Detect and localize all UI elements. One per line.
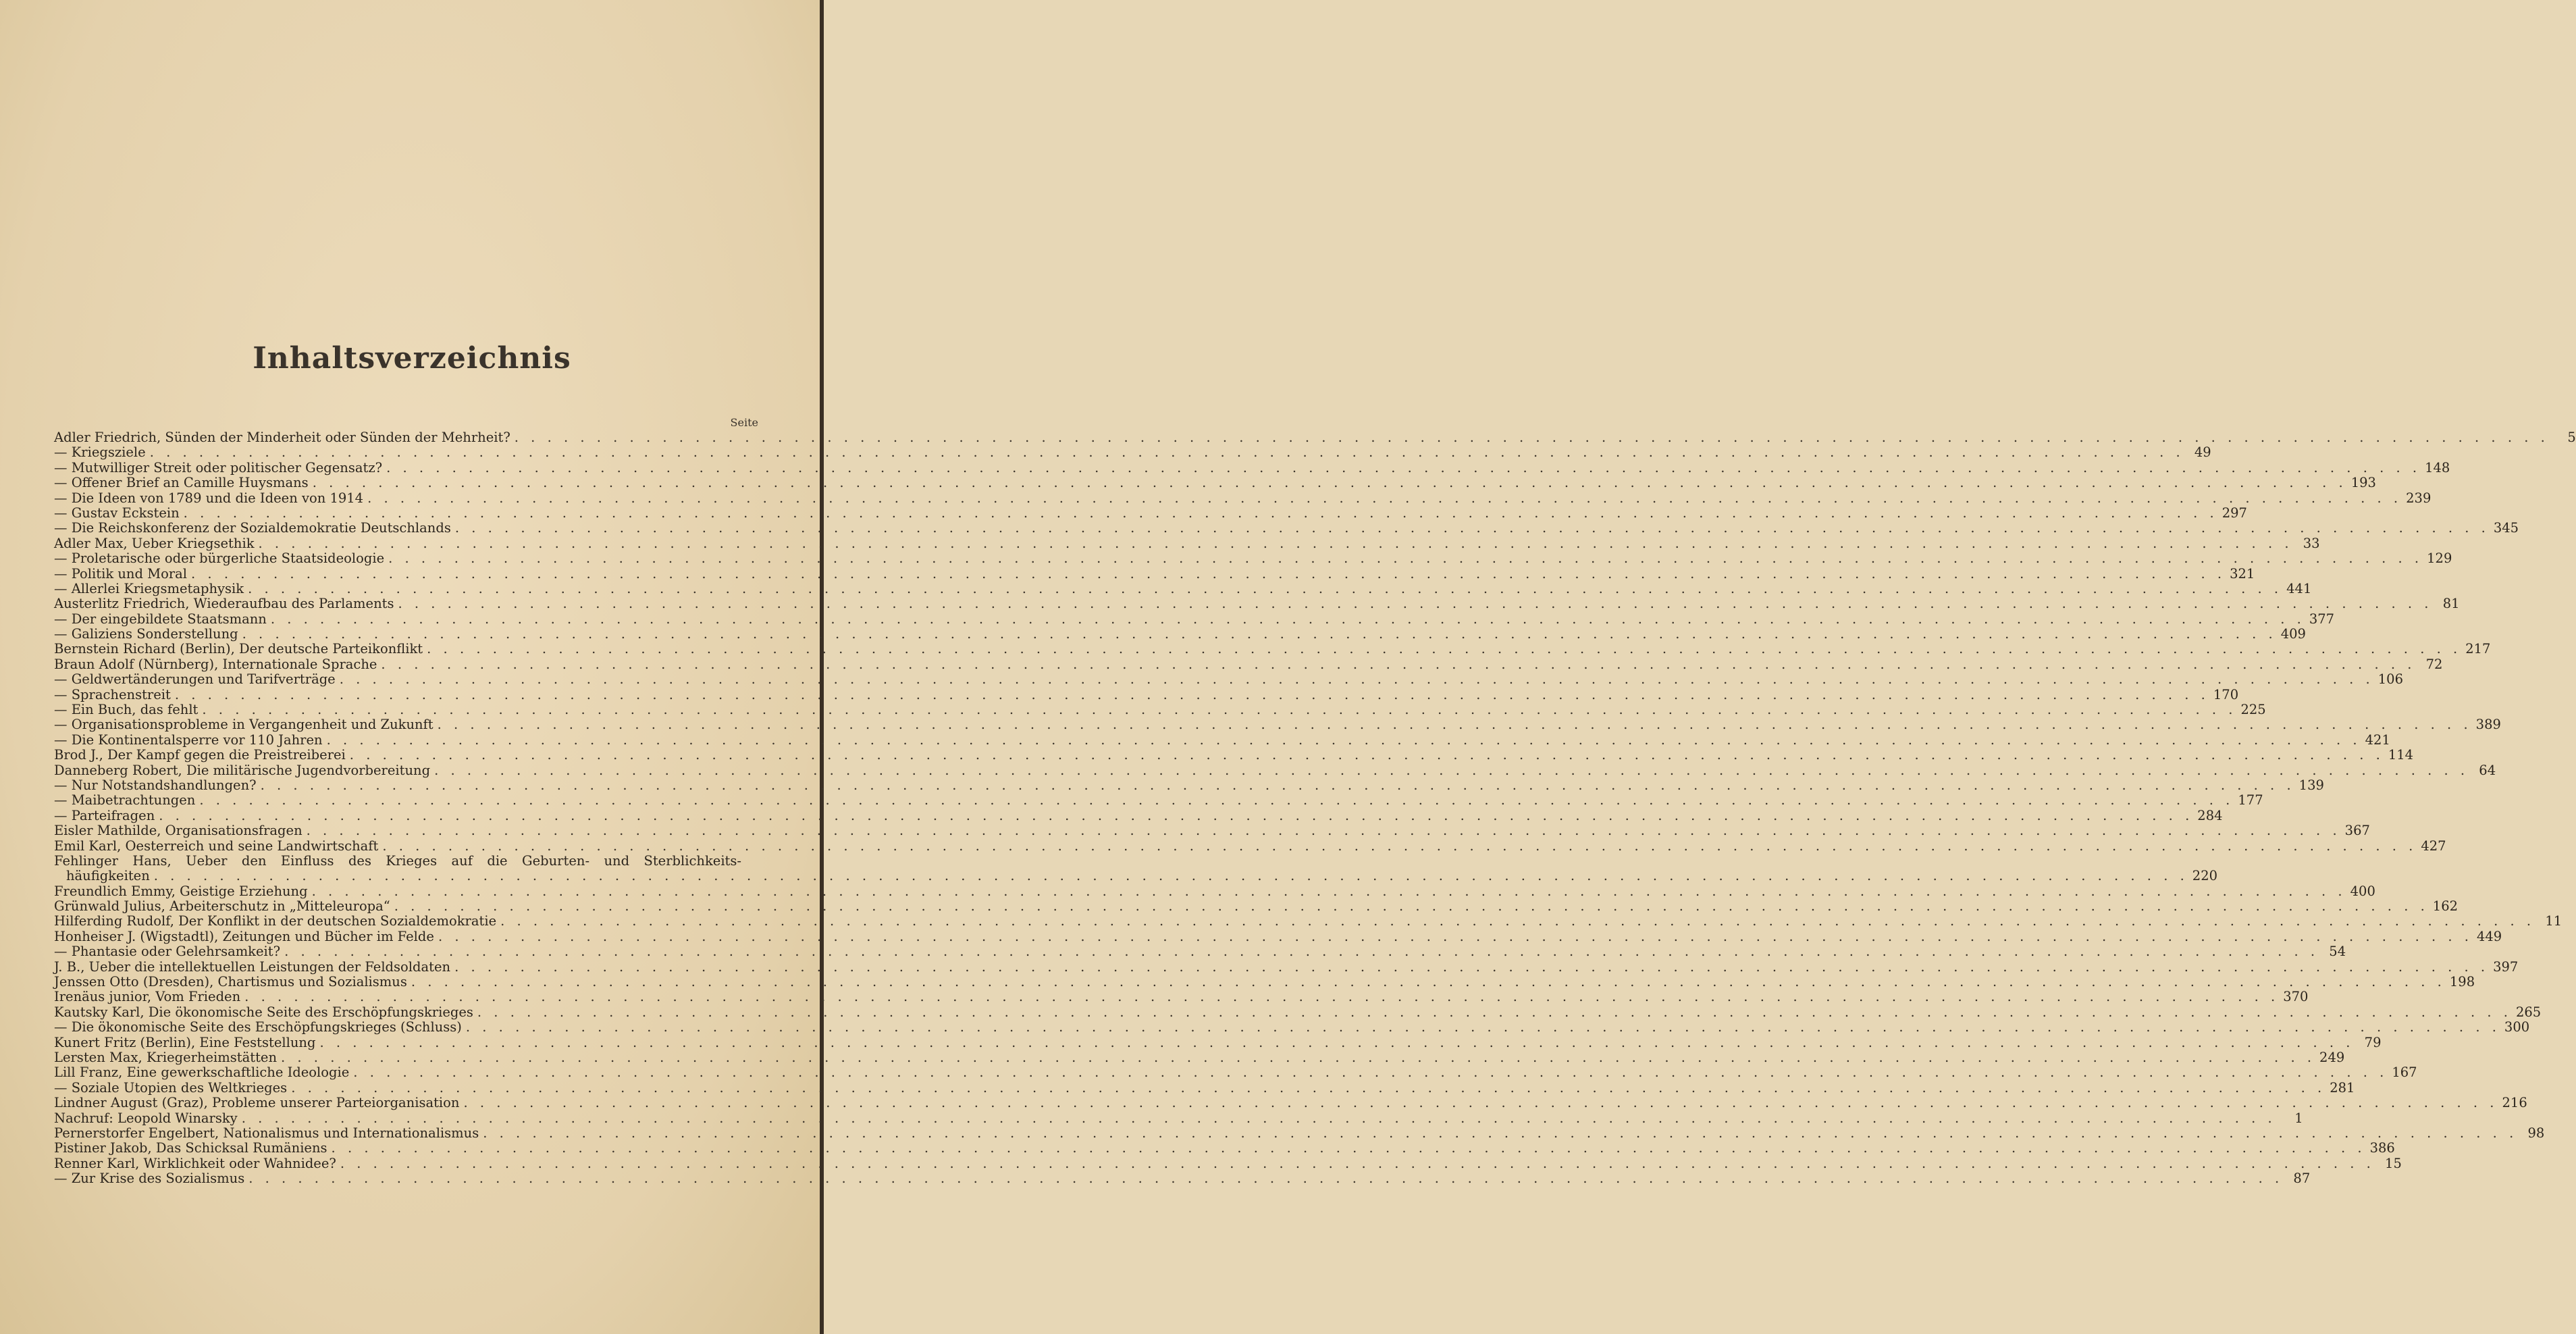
toc-entry-continuation	[54, 868, 2218, 884]
toc-entry-text: Lill Franz, Eine gewerkschaftliche Ideologie	[54, 1064, 350, 1081]
toc-entry	[54, 702, 2266, 718]
toc-entry	[54, 883, 2375, 899]
toc-entry-text: Kunert Fritz (Berlin), Eine Feststellung	[54, 1034, 316, 1050]
toc-entry	[54, 792, 2263, 809]
toc-entry-text: — Kriegsziele	[54, 444, 146, 461]
leader-dots	[187, 567, 2230, 582]
toc-page-number: 216	[2502, 1095, 2527, 1111]
toc-entry-text: Fehlinger Hans, Ueber den Einfluss des Krieges auf die Geburten- und Sterblichkeits-	[54, 852, 741, 869]
toc-entry	[54, 1019, 2530, 1035]
toc-entry	[54, 1125, 2545, 1141]
toc-page-number: 167	[2392, 1064, 2417, 1081]
toc-entry-text: Renner Karl, Wirklichkeit oder Wahnidee?	[54, 1155, 336, 1171]
toc-entry-text: — Die ökonomische Seite des Erschöpfungskrieges (Schluss)	[54, 1019, 462, 1035]
leader-dots	[180, 506, 2222, 521]
leader-dots	[433, 717, 2476, 732]
leader-dots	[336, 1156, 2379, 1171]
toc-entry	[54, 641, 2491, 657]
toc-entry-text: — Allerlei Kriegsmetaphysik	[54, 580, 244, 596]
toc-entry-text: Lersten Max, Kriegerheimstätten	[54, 1050, 278, 1065]
toc-page-number: 345	[2493, 520, 2519, 536]
toc-entry	[54, 429, 2576, 445]
leader-dots	[240, 990, 2283, 1004]
leader-dots	[496, 914, 2539, 929]
toc-entry	[54, 505, 2247, 521]
toc-page-number: 249	[2319, 1050, 2345, 1065]
toc-page-number: 367	[2344, 823, 2370, 839]
leader-dots	[255, 536, 2297, 551]
toc-entry	[54, 490, 2432, 506]
leader-dots	[510, 430, 2553, 445]
toc-entry-text: — Phantasie oder Gelehrsamkeit?	[54, 944, 281, 960]
toc-entry-text: Austerlitz Friedrich, Wiederaufbau des Parlaments	[54, 596, 394, 612]
page-title: Inhaltsverzeichnis	[253, 341, 571, 376]
leader-dots	[394, 596, 2436, 611]
leader-dots	[430, 763, 2473, 778]
toc-entry-text: J. B., Ueber die intellektuellen Leistungen der Feldsoldaten	[54, 958, 451, 975]
toc-entry	[54, 838, 2446, 854]
toc-entry	[54, 747, 2414, 763]
toc-page-number: 162	[2432, 898, 2459, 915]
toc-entry	[54, 1110, 2303, 1126]
toc-page-number: 33	[2303, 535, 2320, 551]
toc-entry	[54, 958, 2519, 975]
leader-dots	[244, 1171, 2287, 1186]
toc-entry-text: — Offener Brief an Camille Huysmans	[54, 475, 309, 491]
toc-entry-text: — Maibetrachtungen	[54, 792, 196, 809]
toc-entry	[54, 626, 2306, 642]
toc-entry-text: Irenäus junior, Vom Frieden	[54, 989, 241, 1005]
leader-dots	[407, 975, 2450, 990]
toc-entry-text: Pistiner Jakob, Das Schicksal Rumäniens	[54, 1140, 327, 1156]
leader-dots	[382, 461, 2425, 476]
leader-dots	[280, 944, 2323, 959]
toc-entry	[54, 732, 2390, 748]
toc-page-number: 64	[2479, 762, 2496, 778]
toc-entry-text: Kautsky Karl, Die ökonomische Seite des Erschöpfungskrieges	[54, 1004, 473, 1020]
toc-entry	[54, 1171, 2311, 1187]
toc-entry-text: — Gustav Eckstein	[54, 505, 180, 521]
leader-dots	[462, 1020, 2504, 1035]
leader-dots	[309, 476, 2351, 490]
leader-dots	[323, 733, 2365, 748]
leader-dots	[390, 899, 2433, 914]
toc-page-number: 421	[2365, 732, 2390, 748]
toc-page-number: 281	[2330, 1079, 2355, 1096]
toc-entry	[54, 1034, 2382, 1050]
toc-page-number: 225	[2240, 702, 2266, 718]
toc-page-number: 15	[2385, 1155, 2402, 1171]
toc-entry	[54, 596, 2460, 612]
toc-page-number: 400	[2350, 883, 2375, 899]
toc-entry-text: Honheiser J. (Wigstadtl), Zeitungen und Bücher im Felde	[54, 928, 434, 944]
toc-page-number: 265	[2515, 1004, 2542, 1020]
toc-page-number: 5	[2567, 429, 2576, 445]
toc-page-number: 441	[2286, 580, 2312, 596]
toc-page-number: 297	[2222, 505, 2247, 521]
toc-entry-text: Freundlich Emmy, Geistige Erziehung	[54, 883, 308, 899]
leader-dots	[238, 1111, 2280, 1126]
toc-page-number: 148	[2425, 459, 2450, 476]
toc-entry	[54, 1079, 2355, 1096]
toc-page-number: 386	[2369, 1140, 2395, 1156]
leader-dots	[150, 869, 2192, 883]
leader-dots	[479, 1126, 2521, 1141]
leader-dots	[451, 521, 2494, 536]
toc-entry-text: Nachruf: Leopold Winarsky	[54, 1110, 238, 1126]
toc-page-number: 79	[2364, 1034, 2382, 1050]
toc-entry-text: — Soziale Utopien des Weltkrieges	[54, 1079, 288, 1096]
toc-page-number: 106	[2377, 671, 2403, 688]
leader-dots	[195, 793, 2238, 808]
toc-entry	[54, 1004, 2542, 1020]
toc-entry	[54, 898, 2459, 915]
toc-entry-text: Emil Karl, Oesterreich und seine Landwirtschaft	[54, 838, 379, 854]
leader-dots	[363, 491, 2406, 506]
leader-dots	[155, 809, 2197, 823]
leader-dots	[459, 1096, 2502, 1110]
toc-entry-text: Grünwald Julius, Arbeiterschutz in „Mitteleuropa“	[54, 898, 390, 915]
toc-entry-text: Jenssen Otto (Dresden), Chartismus und Sozialismus	[54, 974, 407, 990]
toc-page-number: 49	[2194, 444, 2211, 461]
toc-page-number: 397	[2493, 958, 2519, 975]
toc-entry	[54, 580, 2312, 596]
toc-entry-text: — Mutwilliger Streit oder politischer Gegensatz?	[54, 459, 383, 476]
toc-entry	[54, 1140, 2395, 1156]
toc-page-number: 72	[2425, 656, 2443, 672]
toc-entry-text: — Die Kontinentalsperre vor 110 Jahren	[54, 732, 323, 748]
toc-entry	[54, 611, 2335, 627]
toc-page-number: 81	[2442, 596, 2460, 612]
toc-entry	[54, 1050, 2345, 1065]
toc-entry	[54, 535, 2320, 551]
toc-page-number: 177	[2238, 792, 2263, 809]
toc-entry	[54, 671, 2403, 688]
toc-entry	[54, 520, 2519, 536]
leader-dots	[377, 657, 2419, 672]
leader-dots	[473, 1005, 2516, 1020]
toc-entry	[54, 852, 2218, 884]
toc-entry-text: — Galiziens Sonderstellung	[54, 626, 238, 642]
toc-page-number: 11	[2545, 913, 2562, 929]
leader-dots	[346, 748, 2388, 763]
toc-page-number: 284	[2197, 807, 2223, 823]
leader-dots	[303, 823, 2345, 838]
leader-dots	[171, 688, 2213, 702]
leader-dots	[146, 445, 2188, 460]
toc-entry-text: Lindner August (Graz), Probleme unserer Parteiorganisation	[54, 1095, 460, 1111]
toc-entry-text: — Proletarische oder bürgerliche Staatsideologie	[54, 550, 385, 567]
page-column-label: Seite	[730, 416, 758, 429]
toc-page-number: 87	[2293, 1171, 2311, 1187]
leader-dots	[238, 627, 2281, 642]
toc-entry	[54, 459, 2450, 476]
toc-page-number: 377	[2309, 611, 2335, 627]
leader-dots	[287, 1081, 2330, 1096]
toc-entry-text: Danneberg Robert, Die militärische Jugendvorbereitung	[54, 762, 431, 778]
toc-entry-text: — Zur Krise des Sozialismus	[54, 1171, 245, 1187]
toc-entry-text: — Sprachenstreit	[54, 686, 171, 702]
table-of-contents	[54, 429, 2576, 1187]
toc-entry	[54, 944, 2346, 960]
toc-entry	[54, 974, 2475, 990]
toc-entry	[54, 913, 2562, 929]
toc-entry	[54, 1064, 2417, 1081]
leader-dots	[327, 1141, 2370, 1156]
toc-entry-text: Hilferding Rudolf, Der Konflikt in der deutschen Sozialdemokratie	[54, 913, 497, 929]
leader-dots	[423, 642, 2465, 657]
toc-entry	[54, 928, 2502, 944]
leader-dots	[308, 884, 2350, 899]
leader-dots	[434, 929, 2477, 944]
toc-page-number: 198	[2449, 974, 2475, 990]
toc-page-number: 193	[2350, 475, 2376, 491]
toc-page-number: 217	[2465, 641, 2491, 657]
toc-entry-text: — Nur Notstandshandlungen?	[54, 777, 257, 793]
toc-entry-text: Braun Adolf (Nürnberg), Internationale Sprache	[54, 656, 377, 672]
toc-page-number: 300	[2504, 1019, 2530, 1035]
toc-page-number: 114	[2388, 747, 2414, 763]
toc-page-number: 170	[2213, 686, 2239, 702]
leader-dots	[257, 778, 2299, 793]
toc-entry	[54, 1155, 2402, 1171]
leader-dots	[315, 1035, 2358, 1050]
toc-entry-text: Adler Max, Ueber Kriegsethik	[54, 535, 255, 551]
toc-entry-text: Bernstein Richard (Berlin), Der deutsche Parteikonflikt	[54, 641, 423, 657]
leader-dots	[349, 1065, 2392, 1080]
toc-page-number: 409	[2280, 626, 2306, 642]
toc-entry-text: Adler Friedrich, Sünden der Minderheit oder Sünden der Mehrheit?	[54, 429, 510, 445]
leader-dots	[336, 672, 2378, 687]
leader-dots	[277, 1050, 2319, 1065]
toc-entry-text: Eisler Mathilde, Organisationsfragen	[54, 823, 303, 839]
toc-entry-text-cont: häufigkeiten	[66, 868, 150, 884]
toc-entry-text: — Politik und Moral	[54, 565, 188, 582]
toc-entry	[54, 777, 2324, 793]
toc-entry-text: — Die Reichskonferenz der Sozialdemokratie Deutschlands	[54, 520, 451, 536]
toc-page-number: 449	[2476, 928, 2502, 944]
leader-dots	[198, 702, 2240, 717]
toc-page-number: 389	[2475, 717, 2501, 733]
toc-page-number: 427	[2421, 838, 2446, 854]
leader-dots	[384, 551, 2427, 566]
toc-page-number: 139	[2298, 777, 2324, 793]
toc-entry-text: — Geldwertänderungen und Tarifverträge	[54, 671, 336, 688]
toc-page-number: 98	[2527, 1125, 2545, 1141]
toc-entry-text: — Ein Buch, das fehlt	[54, 702, 199, 718]
toc-page-number: 370	[2283, 989, 2309, 1005]
toc-entry	[54, 475, 2376, 491]
toc-page-number: 239	[2406, 490, 2432, 506]
toc-page-number: 54	[2329, 944, 2346, 960]
leader-dots	[450, 960, 2493, 975]
toc-entry	[54, 1095, 2527, 1111]
leader-dots	[378, 839, 2421, 854]
toc-page-number: 1	[2294, 1110, 2303, 1126]
toc-entry-text: Brod J., Der Kampf gegen die Preistreiberei	[54, 747, 346, 763]
toc-entry	[54, 989, 2309, 1005]
toc-entry	[54, 565, 2255, 582]
toc-entry	[54, 807, 2223, 823]
leader-dots	[267, 612, 2309, 627]
toc-entry-text: — Organisationsprobleme in Vergangenheit und Zukunft	[54, 717, 433, 733]
toc-page-number: 129	[2427, 550, 2452, 567]
toc-entry	[54, 550, 2452, 567]
toc-entry	[54, 686, 2239, 702]
toc-entry-text: Pernerstorfer Engelbert, Nationalismus und Internationalismus	[54, 1125, 479, 1141]
toc-entry	[54, 444, 2211, 461]
toc-entry	[54, 823, 2370, 839]
toc-page-number: 321	[2230, 565, 2255, 582]
toc-entry-text: — Parteifragen	[54, 807, 155, 823]
toc-page-number: 220	[2192, 868, 2218, 884]
leader-dots	[244, 582, 2286, 596]
toc-entry-text: — Der eingebildete Staatsmann	[54, 611, 267, 627]
toc-entry-text: — Die Ideen von 1789 und die Ideen von 1914	[54, 490, 364, 506]
toc-entry	[54, 762, 2496, 778]
toc-entry	[54, 717, 2501, 733]
toc-entry	[54, 656, 2443, 672]
